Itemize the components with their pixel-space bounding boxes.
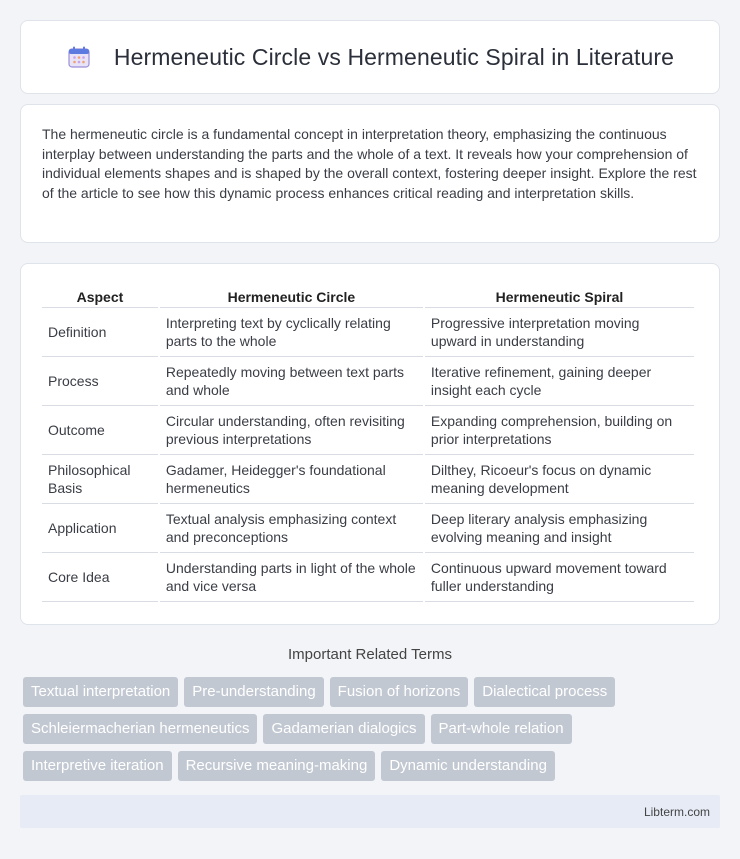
comparison-table (40, 284, 696, 602)
circle-cell: Textual analysis emphasizing context and preconceptions (160, 504, 423, 553)
table-row (42, 406, 694, 455)
calendar-icon (66, 44, 92, 70)
aspect-cell: Core Idea (42, 553, 158, 602)
related-terms-list (23, 677, 723, 781)
intro-card (20, 104, 720, 243)
table-row (42, 504, 694, 553)
spiral-cell: Deep literary analysis emphasizing evolving meaning and insight (425, 504, 694, 553)
related-term-tag[interactable]: Textual interpretation (23, 677, 178, 707)
footer-site-name[interactable]: Libterm.com (643, 804, 710, 819)
spiral-cell: Continuous upward movement toward fuller understanding (425, 553, 694, 602)
table-row (42, 553, 694, 602)
related-term-tag[interactable]: Part-whole relation (431, 714, 572, 744)
circle-cell: Understanding parts in light of the whole and vice versa (160, 553, 423, 602)
related-term-tag[interactable]: Schleiermacherian hermeneutics (23, 714, 257, 744)
title-card (20, 20, 720, 94)
footer-bar (20, 795, 720, 828)
related-term-tag[interactable]: Dynamic understanding (381, 751, 555, 781)
table-row (42, 357, 694, 406)
related-term-tag[interactable]: Gadamerian dialogics (263, 714, 424, 744)
aspect-cell: Definition (42, 308, 158, 357)
circle-cell: Circular understanding, often revisiting previous interpretations (160, 406, 423, 455)
related-term-tag[interactable]: Recursive meaning-making (178, 751, 376, 781)
intro-paragraph: The hermeneutic circle is a fundamental concept in interpretation theory, emphasizing the continuous interplay between understanding the parts and the whole of a text. It reveals how your comprehension of individual elements shapes and is shaped by the overall context, fostering deeper insight. Explore the rest of the article to see how this dynamic process enhances critical reading and interpretation skills. (42, 126, 697, 201)
related-term-tag[interactable]: Fusion of horizons (330, 677, 469, 707)
table-header-row (42, 284, 694, 308)
table-row (42, 455, 694, 504)
aspect-cell: Philosophical Basis (42, 455, 158, 504)
table-row (42, 308, 694, 357)
spiral-cell: Iterative refinement, gaining deeper insight each cycle (425, 357, 694, 406)
related-terms-heading: Important Related Terms (288, 646, 452, 663)
circle-cell: Interpreting text by cyclically relating parts to the whole (160, 308, 423, 357)
page-title: Hermeneutic Circle vs Hermeneutic Spiral in Literature (113, 43, 675, 70)
spiral-cell: Expanding comprehension, building on prior interpretations (425, 406, 694, 455)
column-header-circle: Hermeneutic Circle (160, 284, 423, 308)
related-term-tag[interactable]: Dialectical process (474, 677, 615, 707)
aspect-cell: Process (42, 357, 158, 406)
circle-cell: Gadamer, Heidegger's foundational hermeneutics (160, 455, 423, 504)
spiral-cell: Progressive interpretation moving upward in understanding (425, 308, 694, 357)
column-header-spiral: Hermeneutic Spiral (425, 284, 694, 308)
column-header-aspect: Aspect (42, 284, 158, 308)
aspect-cell: Application (42, 504, 158, 553)
related-term-tag[interactable]: Interpretive iteration (23, 751, 172, 781)
title-wrap (66, 44, 674, 71)
spiral-cell: Dilthey, Ricoeur's focus on dynamic meaning development (425, 455, 694, 504)
related-term-tag[interactable]: Pre-understanding (184, 677, 323, 707)
aspect-cell: Outcome (42, 406, 158, 455)
comparison-table-card (20, 263, 720, 625)
circle-cell: Repeatedly moving between text parts and whole (160, 357, 423, 406)
